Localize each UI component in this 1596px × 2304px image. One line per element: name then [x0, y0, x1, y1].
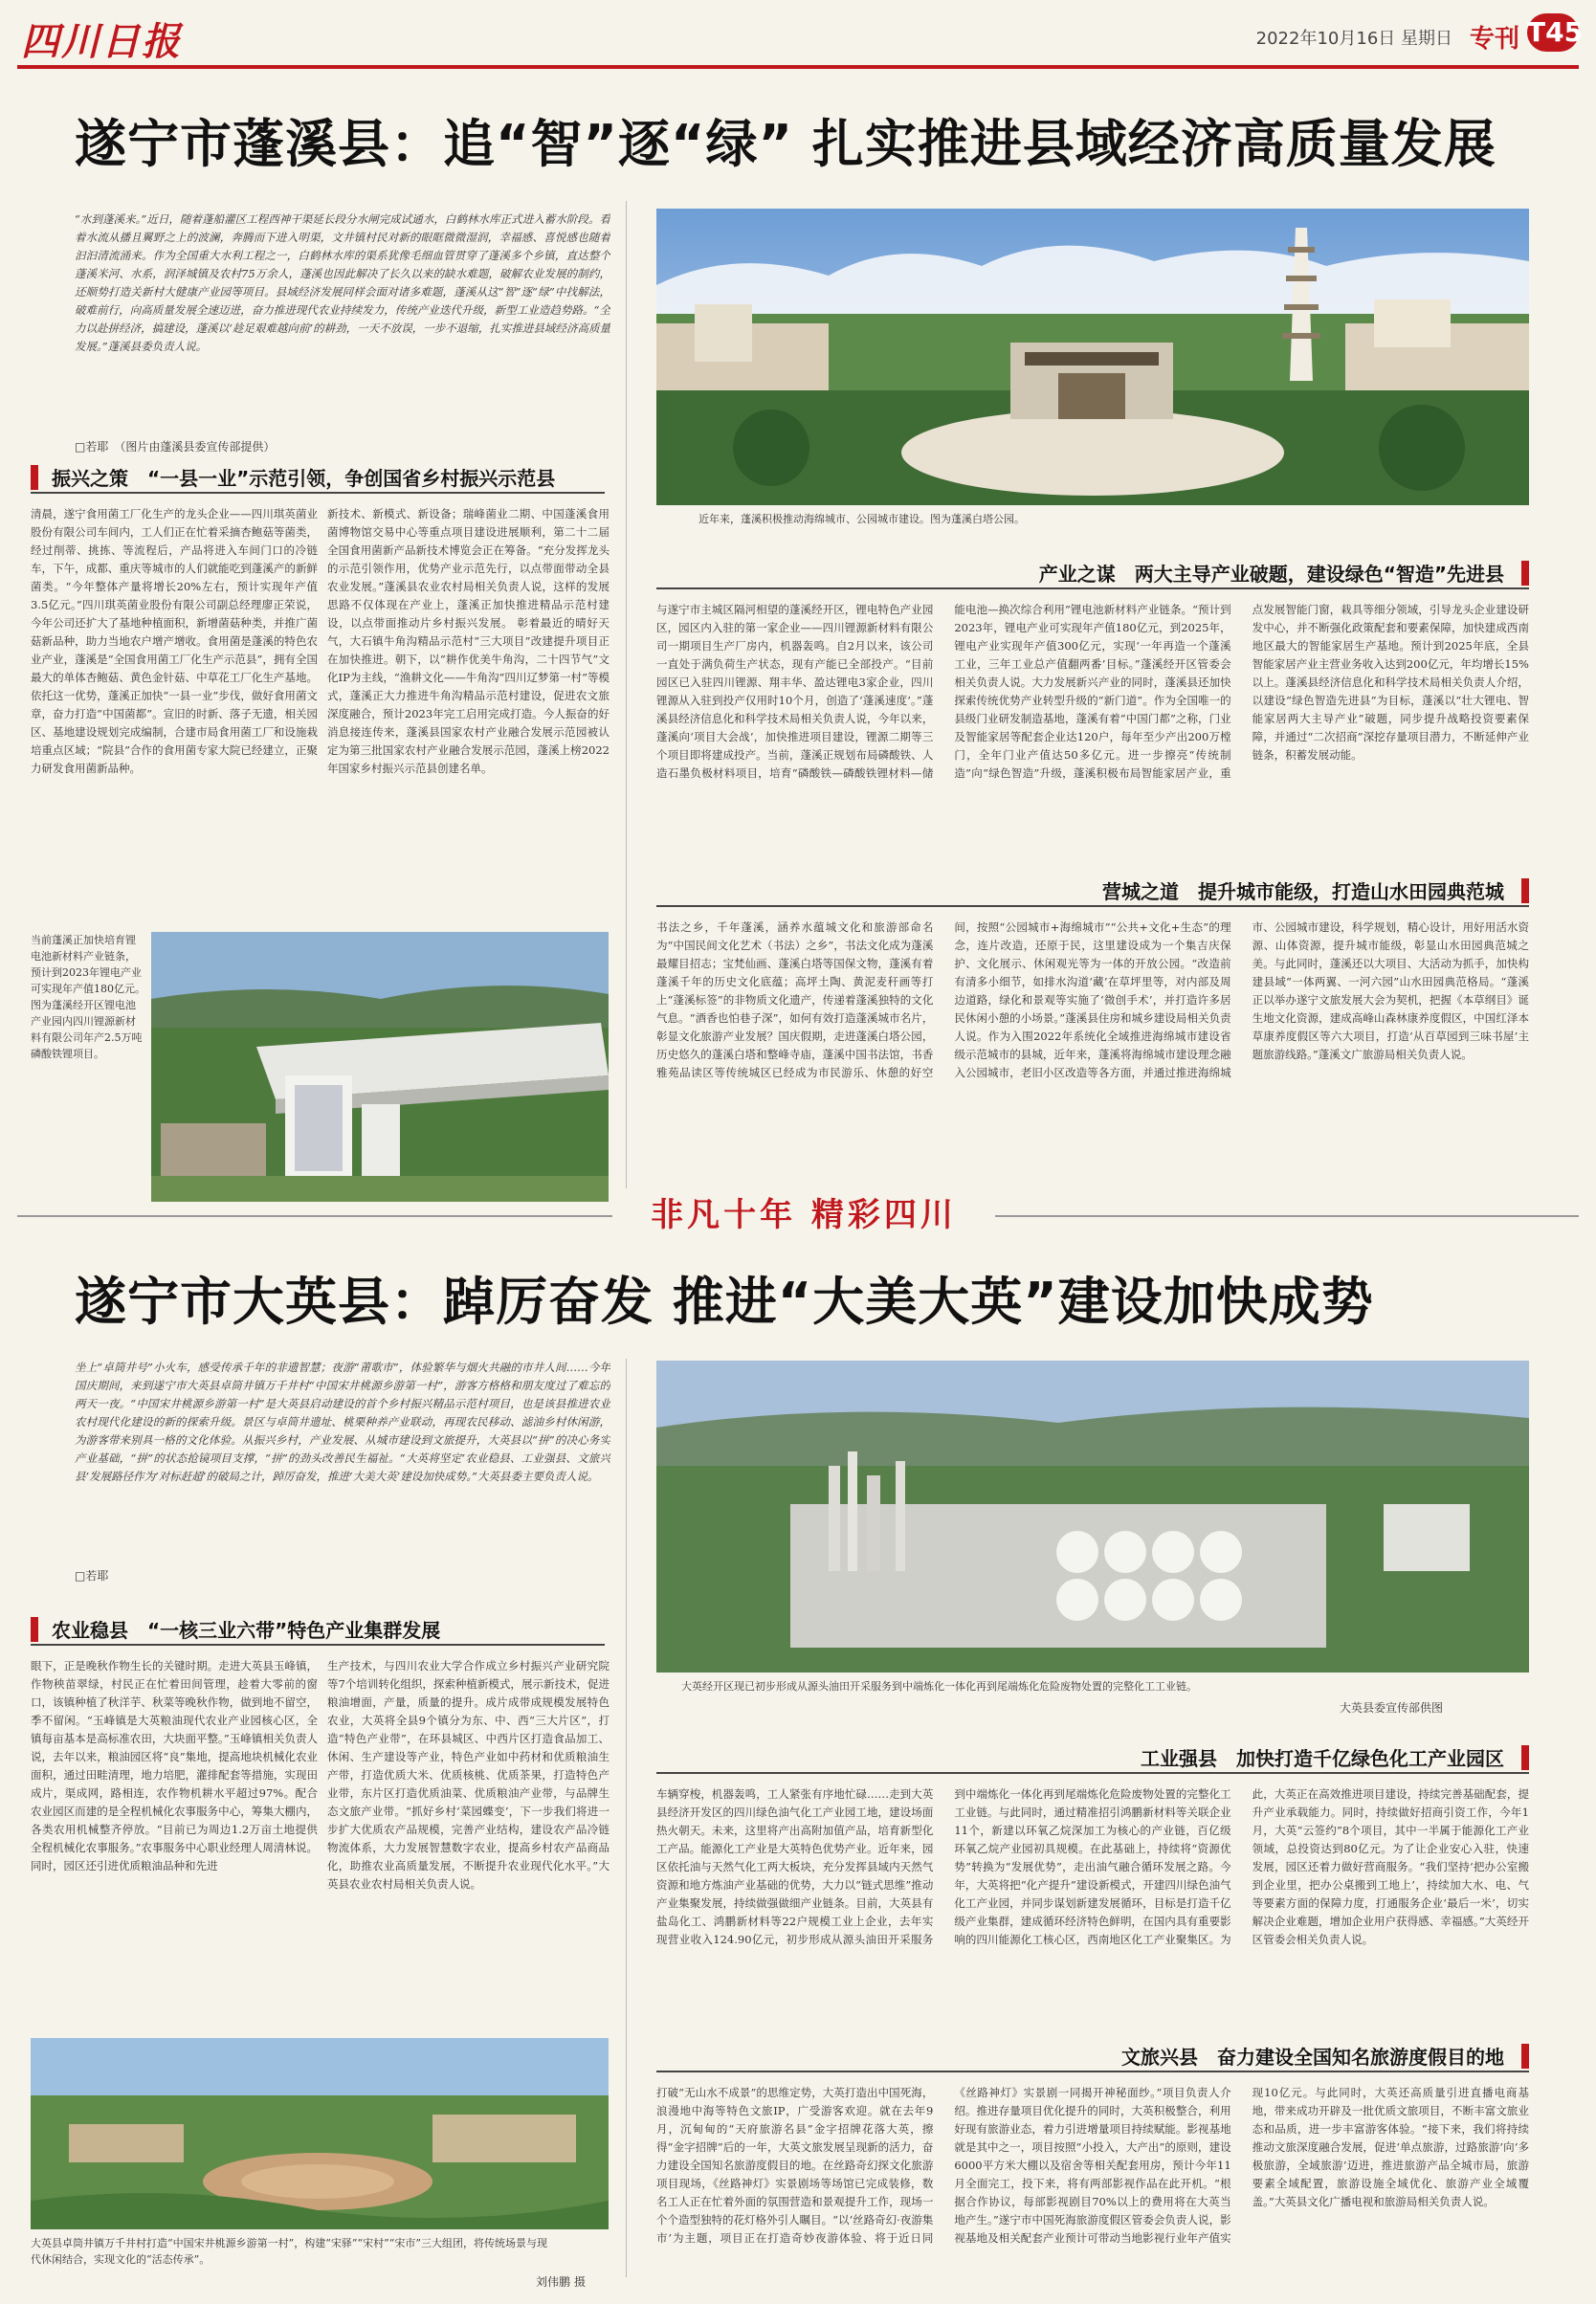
article2-sub2-body: 车辆穿梭，机器轰鸣，工人紧张有序地忙碌……走到大英县经济开发区的四川绿色油气化工产业园工地，建设场面热火朝天。未来，这里将产出高附加值产品，培育新型化工产品。能源化工产业是大英特色优势产业。近年来，园区依托油与天然气化工两大板块，充分发挥县域内天然气资源和地方炼油产业基础的优势，大力以“链式思维”推动产业集聚发展，持续做强做细产业链条。目前，大英县有盐岛化工、鸿鹏新材料等22户规模工业上企业，去年实现营业收入124.90亿元，初步形成从源头油田开采服务到中端炼化一体化再到尾端炼化危险废物处置的完整化工工业链。与此同时，通过精准招引鸿鹏新材料等关联企业11个，新建以环氧乙烷深加工为核心的产业链，百亿级环氧乙烷产业园初具规模。在此基础上，持续将“资源优势”转换为“发展优势”，走出油气融合循环发展之路。今年，大英将把“化产提升”建设新模式，开建四川绿色油气化工产业园，并同步谋划新建发展循环，目标是打造千亿级产业集群，建成循环经济特色鲜明，在国内具有重要影响的四川能源化工核心区，西南地区化工产业聚集区。为此，大英正在高效推进项目建设，持续完善基础配套，提升产业承载能力。同时，持续做好招商引资工作，今年1月，大英“云签约”8个项目，其中一半属于能源化工产业领域，总投资达到80亿元。为了让企业安心入驻，快速发展，园区还着力做好营商服务。“我们坚持‘把办公室搬到企业里，把办公桌搬到工地上’，持续加大水、电、气等要素方面的保障力度，打通服务企业‘最后一米’，切实解决企业难题，增加企业用户获得感、幸福感。”大英经开区管委会相关负责人说。: [656, 1787, 1529, 1946]
subhead-marker: [1521, 561, 1529, 586]
article1-sub1-column-b: 新技术、新模式、新设备；瑞峰菌业二期、中国蓬溪食用菌博物馆交易中心等重点项目建设进展顺利，第二十二届全国食用菌新产品新技术博览会正在筹备。“充分发挥龙头的示范引领作用，优势产业示范先行，以点带面带动全县农业发展。”蓬溪县农业农村局相关负责人说，这样的发展思路不仅体现在产业上，蓬溪正加快推进精品示范村建设，以点带面推动片乡村振兴发展。 彰着最近的晴好天气，大石镇牛角沟精品示范村“三大项目”改建提升项目正在加快推进。朝下，以“耕作优美牛角沟，二十四节气”文化IP为主线，“渔耕文化——牛角沟“四川辽梦第一村”等模式，蓬溪正大力推进牛角沟精品示范村建设，促进农文旅深度融合，预计2023年完工启用完成打造。今人振奋的好消息接连传来，蓬溪县国家农村产业融合发展示范园被认定为第三批国家农村产业融合发展示范园，蓬溪上榜2022年国家乡村振兴示范县创建名单。: [327, 507, 610, 775]
page-number-badge: T45: [1527, 13, 1579, 52]
banner-text: 非凡十年 精彩四川: [651, 1196, 957, 1234]
article2-sub1-column-a: 眼下，正是晚秋作物生长的关键时期。走进大英县玉峰镇，作物秧苗翠绿，村民正在忙着田间管理，趁着大零前的窗口，该镇种植了秋洋芋、秋菜等晚秋作物，做到地不留空，季不留闲。“玉峰镇是大英粮油现代农业产业园核心区，全镇每亩基本是高标准农田，大块面平整。”玉峰镇相关负责人说，去年以来，粮油园区将“良”集地，提高地块机械化农业面积，通过田畦清理，地力培肥，灌排配套等措施，实现田成片，渠成网，路相连，农作物机耕水平超过97%。配合农业园区而建的是全程机械化农事服务中心，筹集大棚内，各类农用机械整齐停放。“目前已为周边1.2万亩土地提供全程机械化农事服务。”农事服务中心职业经理人周清林说。同时，园区还引进优质粮油品种和先进: [31, 1659, 318, 1872]
baita-park-illustration: [656, 209, 1529, 505]
article1-sub1-column-a: 清晨，遂宁食用菌工厂化生产的龙头企业——四川琪英菌业股份有限公司车间内，工人们正在忙着采摘杏鲍菇等菌类，经过削蒂、挑拣、等流程后，产品将进入车间门口的冷链车，下午，成都、重庆等城市的人们就能吃到蓬溪产的新鲜菌类。“今年整体产量将增长20%左右，预计实现年产值3.5亿元。”四川琪英菌业股份有限公司副总经理廖正荣说，今年公司还扩大了基地种植面积，新增菌菇种类，并推广菌菇新品种，助力当地农户增产增收。食用菌是蓬溪的特色农业产业，蓬溪是“全国食用菌工厂化生产示范县”，拥有全国最大的单体杏鲍菇、黄色金针菇、中草花工厂化生产基地。依托这一优势，蓬溪正加快“一县一业”步伐，做好食用菌文章，奋力打造“中国菌都”。宣旧的时新、落子无遗，相关园区、基地建设规划完成编制，合建市局食用菌工厂和设施栽培重点区域；“院县”合作的食用菌专家大院已经建立，正聚力研发食用菌新品种。: [31, 507, 318, 775]
article1-subhead-2: [656, 555, 1529, 589]
subhead-marker: [1521, 1745, 1529, 1770]
column-divider: [626, 201, 627, 1215]
article2-subhead-3: [656, 2038, 1529, 2072]
article1-subhead-3: [656, 873, 1529, 907]
subhead-text: 工业强县 加快打造千亿绿色化工产业园区: [1141, 1747, 1504, 1770]
article1-headline: 遂宁市蓬溪县：追“智”逐“绿” 扎实推进县域经济高质量发展: [75, 114, 1496, 174]
article2-subhead-2: [656, 1739, 1529, 1774]
lithium-plant-illustration: [151, 932, 609, 1202]
lithium-plant-caption: 当前蓬溪正加快培育锂电池新材料产业链条，预计到2023年锂电产业可实现年产值180亿元。图为蓬溪经开区锂电池产业园内四川锂源新材料有限公司年产2.5万吨磷酸铁锂项目。: [31, 934, 145, 1060]
village-illustration: [31, 2038, 609, 2229]
article1-sub2-body: 与遂宁市主城区隔河相望的蓬溪经开区，锂电特色产业园区，园区内入驻的第一家企业——四川锂源新材料有限公司一期项目生产厂房内，机器轰鸣。自2月以来，该公司一直处于满负荷生产状态，现有产能已全部投产。“目前园区已入驻四川锂源、翔丰华、盈达锂电3家企业，四川锂源从入驻到投产仅用时10个月，创造了‘蓬溪速度’。”蓬溪县经济信息化和科学技术局相关负责人说，今年以来，蓬溪向‘项目大会战’，加快推进项目建设，锂源二期等三个项目即将建成投产。当前，蓬溪正规划布局磷酸铁、人造石墨负极材料项目，培育“磷酸铁—磷酸铁锂材料—储能电池—换次综合利用”锂电池新材料产业链条。“预计到2023年，锂电产业可实现年产值180亿元，到2025年，锂电产业实现年产值300亿元，实现‘一年再造一个蓬溪工业，三年工业总产值翻两番’目标。”蓬溪经开区管委会相关负责人说。大力发展新兴产业的同时，蓬溪县还加快探索传统优势产业转型升级的“新门道”。作为全国唯一的县级门业研发制造基地，蓬溪有着“中国门都”之称，门业及智能家居等配套企业达120户，每年至少产出200万樘门，全年门业产值达50多亿元。进一步擦亮“传统制造”向“绿色智造”升级，蓬溪积极布局智能家居产业，重点发展智能门窗，栽具等细分领域，引导龙头企业建设研发中心，并不断强化政策配套和要素保障，加快建成西南地区最大的智能家居生产基地。预计到2025年底，全县智能家居产业主营业务收入达到200亿元，年均增长15%以上。蓬溪县经济信息化和科学技术局相关负责人介绍，以建设“绿色智造先进县”为目标，蓬溪以“壮大锂电、智能家居两大主导产业”破题，同步提升战略投资要素保障，并通过“二次招商”深挖存量项目潜力，不断延伸产业链条，积蓄发展动能。: [656, 603, 1529, 780]
lithium-plant-photo: [151, 932, 609, 1202]
chemical-park-illustration: [656, 1361, 1529, 1673]
chemical-park-credit: 大英县委宣传部供图: [1340, 1701, 1444, 1715]
subhead-text: 文旅兴县 奋力建设全国知名旅游度假目的地: [1121, 2046, 1504, 2069]
section-label: 专刊: [1469, 25, 1519, 54]
baita-park-caption: 近年来，蓬溪积极推动海绵城市、公园城市建设。图为蓬溪白塔公园。: [698, 513, 1025, 525]
article1-byline: □若耶 （图片由蓬溪县委宣传部提供）: [75, 440, 276, 454]
banner-box: [612, 1188, 995, 1242]
article1-sub3-body: 书法之乡，千年蓬溪，涵养水蕴城文化和旅游部命名为“中国民间文化艺术（书法）之乡”，书法文化成为蓬溪最耀目招志；宝梵仙画、蓬溪白塔等国保文物，蓬溪有着蓬溪千年的历史文化底蕴；高坪土陶、黄泥麦秆画等打上“蓬溪标签”的非物质文化遗产，传递着蓬溪独特的文化气息。“酒香也怕巷子深”，如何有效打造蓬溪城市名片，彰显文化旅游产业发展？国庆假期，走进蓬溪白塔公园，历史悠久的蓬溪白塔和整峰寺庙，蓬溪中国书法馆，书香雅苑品读区等传统城区已经成为市民游乐、休憩的好空间，按照“公园城市+海绵城市”“公共+文化+生态”的理念，连片改造，还原于民，这里建设成为一个集吉庆保护、文化展示、休闲观光等为一体的开放公园。“改造前有清多小细节，如排水沟道‘藏’在草坪里等，对内部及周边道路，绿化和景观等实施了‘微创手术’，并打造许多居民休闲小憩的小场景。”蓬溪县住房和城乡建设局相关负责人说。作为入围2022年系统化全域推进海绵城市建设省级示范城市的县城，近年来，蓬溪将海绵城市建设理念融入公园城市，老旧小区改造等各方面，并通过推进海绵城市、公园城市建设，科学规划，精心设计，用好用活水资源、山体资源，提升城市能级，彰显山水田园典范城之美。与此同时，蓬溪还以大项目、大活动为抓手，加快构建县域“一体两翼、一河六园”山水田园典范格局。“蓬溪正以举办遂宁文旅发展大会为契机，把握《本草纲目》诞生地文化资源，建成高峰山森林康养度假区，中国红泽本草康养度假区等六大项目，打造‘从百草园到三味书屋’主题旅游线路。”蓬溪文广旅游局相关负责人说。: [656, 920, 1529, 1079]
subhead-marker: [1521, 878, 1529, 903]
subhead-marker: [1521, 2044, 1529, 2069]
subhead-text: 营城之道 提升城市能级，打造山水田园典范城: [1102, 880, 1504, 903]
subhead-text: 农业稳县 “一核三业六带”特色产业集群发展: [52, 1619, 441, 1642]
subhead-marker: [31, 465, 38, 490]
masthead-rule: [17, 65, 1579, 69]
village-credit: 刘伟鹏 摄: [536, 2275, 586, 2289]
newspaper-logo: 四川日报: [21, 19, 182, 64]
baita-park-photo: [656, 209, 1529, 505]
column-divider: [626, 1359, 627, 2277]
article1-subhead-1: [31, 459, 605, 494]
subhead-marker: [31, 1617, 38, 1642]
article2-byline: □若耶: [75, 1569, 109, 1583]
village-photo: [31, 2038, 609, 2229]
article2-intro: 坐上“卓筒井号”小火车，感受传承千年的非遗智慧；夜游“莆歌市”，体验繁华与烟火共融的市井人间……今年国庆期间，来到遂宁市大英县卓筒井镇万千井村“中国宋井桃源乡游第一村”，游客方格格和朋友度过了难忘的两天一夜。“中国宋井桃源乡游第一村”是大英县启动建设的首个乡村振兴精品示范村项目，也是该县推进农业农村现代化建设的新的探索升级。景区与卓筒井遗址、桃栗种养产业联动，再现农民移动、滤油乡村休闲游，为游客带来别具一格的文化体验。从振兴乡村，产业发展、从城市建设到文旅提升，大英县以“拼”的决心务实产业基础，“拼”的状态抢镜项目支撑，“拼”的劲头改善民生福祉。“大英将坚定‘农业稳县、工业强县、文旅兴县’发展路径作为‘对标赶超’的破局之计，踔厉奋发，推进‘大美大英’建设加快成势。”大英县委主要负责人说。: [75, 1361, 610, 1483]
issue-date: 2022年10月16日 星期日: [1255, 29, 1452, 49]
subhead-text: 振兴之策 “一县一业”示范引领，争创国省乡村振兴示范县: [52, 467, 556, 490]
article1-intro: “水到蓬溪来。”近日，随着蓬船灌区工程西神干渠延长段分水闸完成试通水，白鹤林水库正式进入蓄水阶段。看着水流从播且翼野之上的波澜，奔腾而下进入明渠，文井镇村民对新的眼眶微微湿润，幸福感、喜悦感也随着汩汩清流涌来。作为全国重大水利工程之一，白鹤林水库的渠系犹像毛细血管贯穿了蓬溪多个乡镇，直达整个蓬溪米河、水系，润泽城镇及农村75万余人，蓬溪也因此解决了长久以来的缺水难题，破解农业发展的制约，还顺势打造关新村大健康产业园等项目。县域经济发展同样会面对诸多难题，蓬溪从这“智”逐“绿”中找解法，破难前行，向高质量发展全速迈进，奋力推进现代农业持续发力，传统产业迭代升级，新型工业造趋势路。“全力以赴拼经济，搞建设，蓬溪以‘趁足艰难越向前’的耕劲，一天不放误，一步不退缩，扎实推进县域经济高质量发展。”蓬溪县委负责人说。: [75, 212, 610, 353]
article2-sub3-body: 打破“无山水不成景”的思维定势，大英打造出中国死海，浪漫地中海等特色文旅IP，广受游客欢迎。就在去年9月，沉甸甸的“天府旅游名县”金字招牌花落大英，擦得“金字招牌”后的一年，大英文旅发展呈现新的活力，奋力建设全国知名旅游度假目的地。在丝路奇幻探文化旅游项目现场，《丝路神灯》实景剧场等场馆已完成装修，数名工人正在忙着外面的氛围营造和景观提升工作，现场一个个造型独特的花灯格外引人瞩目。“以‘丝路奇幻·夜游集市’为主题，项目正在打造奇妙夜游体验、将于近日同《丝路神灯》实景剧一同揭开神秘面纱。”项目负责人介绍。推进存量项目优化提升的同时，大英积极整合，利用好现有旅游业态，着力引进增量项目持续赋能。影视基地就是其中之一，项目按照“小投入，大产出”的原则，建设6000平方米大棚以及宿舍等相关配套用房，预计今年11月全面完工，投下来，将有两部影视作品在此开机。“根据合作协议，每部影视剧目70%以上的费用将在大英当地产生。”遂宁市中国死海旅游度假区管委会负责人说，影视基地及相关配套产业预计可带动当地影视行业年产值实现10亿元。与此同时，大英还高质量引进直播电商基地，带来成功开辟及一批优质文旅项目，不断丰富文旅业态和品质，进一步丰富游客体验。“接下来，我们将持续推动文旅深度融合发展，促进‘单点旅游，过路旅游’向‘多极旅游，全域旅游’迈进，推进旅游产品全城市局，旅游要素全域配置，旅游设施全域优化、旅游产业全域覆盖。”大英县文化广播电视和旅游局相关负责人说。: [656, 2086, 1529, 2245]
chemical-park-photo: [656, 1361, 1529, 1673]
chemical-park-caption: 大英经开区现已初步形成从源头油田开采服务到中端炼化一体化再到尾端炼化危险废物处置的完整化工工业链。: [681, 1680, 1197, 1693]
village-caption: 大英县卓筒井镇万千井村打造“中国宋井桃源乡游第一村”，构建“宋驿”“宋村”“宋市”三大组团，将传统场景与现代休闲结合，实现文化的“活态传承”。: [31, 2237, 547, 2266]
article2-headline: 遂宁市大英县：踔厉奋发 推进“大美大英”建设加快成势: [75, 1272, 1374, 1332]
article2-sub1-column-b: 生产技术，与四川农业大学合作成立乡村振兴产业研究院等7个培训转化组织，探索种植新模式，展示新技术，促进粮油增面，产量，质量的提升。成片成带成规模发展特色农业，大英将全县9个镇分为东、中、西“三大片区”，打造“特色产业带”，在环县城区、中西片区打造食品加工、休闲、生产建设等产业，特色产业如中药材和优质粮油生产带，打造优质大米、优质核桃、优质茶果，打造特色产业带，东片区打造优质油菜、优质粮油产业带，与品牌生态文旅产业带。“抓好乡村‘菜园蝶变’，下一步我们将进一步扩大优质农产品规模，完善产业结构，建设农产品冷链物流体系，大力发展智慧数字农业，提高乡村农产品商品化，助推农业高质量发展，不断提升农业现代化水平。”大英县农业农村局相关负责人说。: [327, 1659, 610, 1891]
subhead-text: 产业之谋 两大主导产业破题，建设绿色“智造”先进县: [1038, 563, 1504, 586]
article2-subhead-1: [31, 1611, 605, 1646]
